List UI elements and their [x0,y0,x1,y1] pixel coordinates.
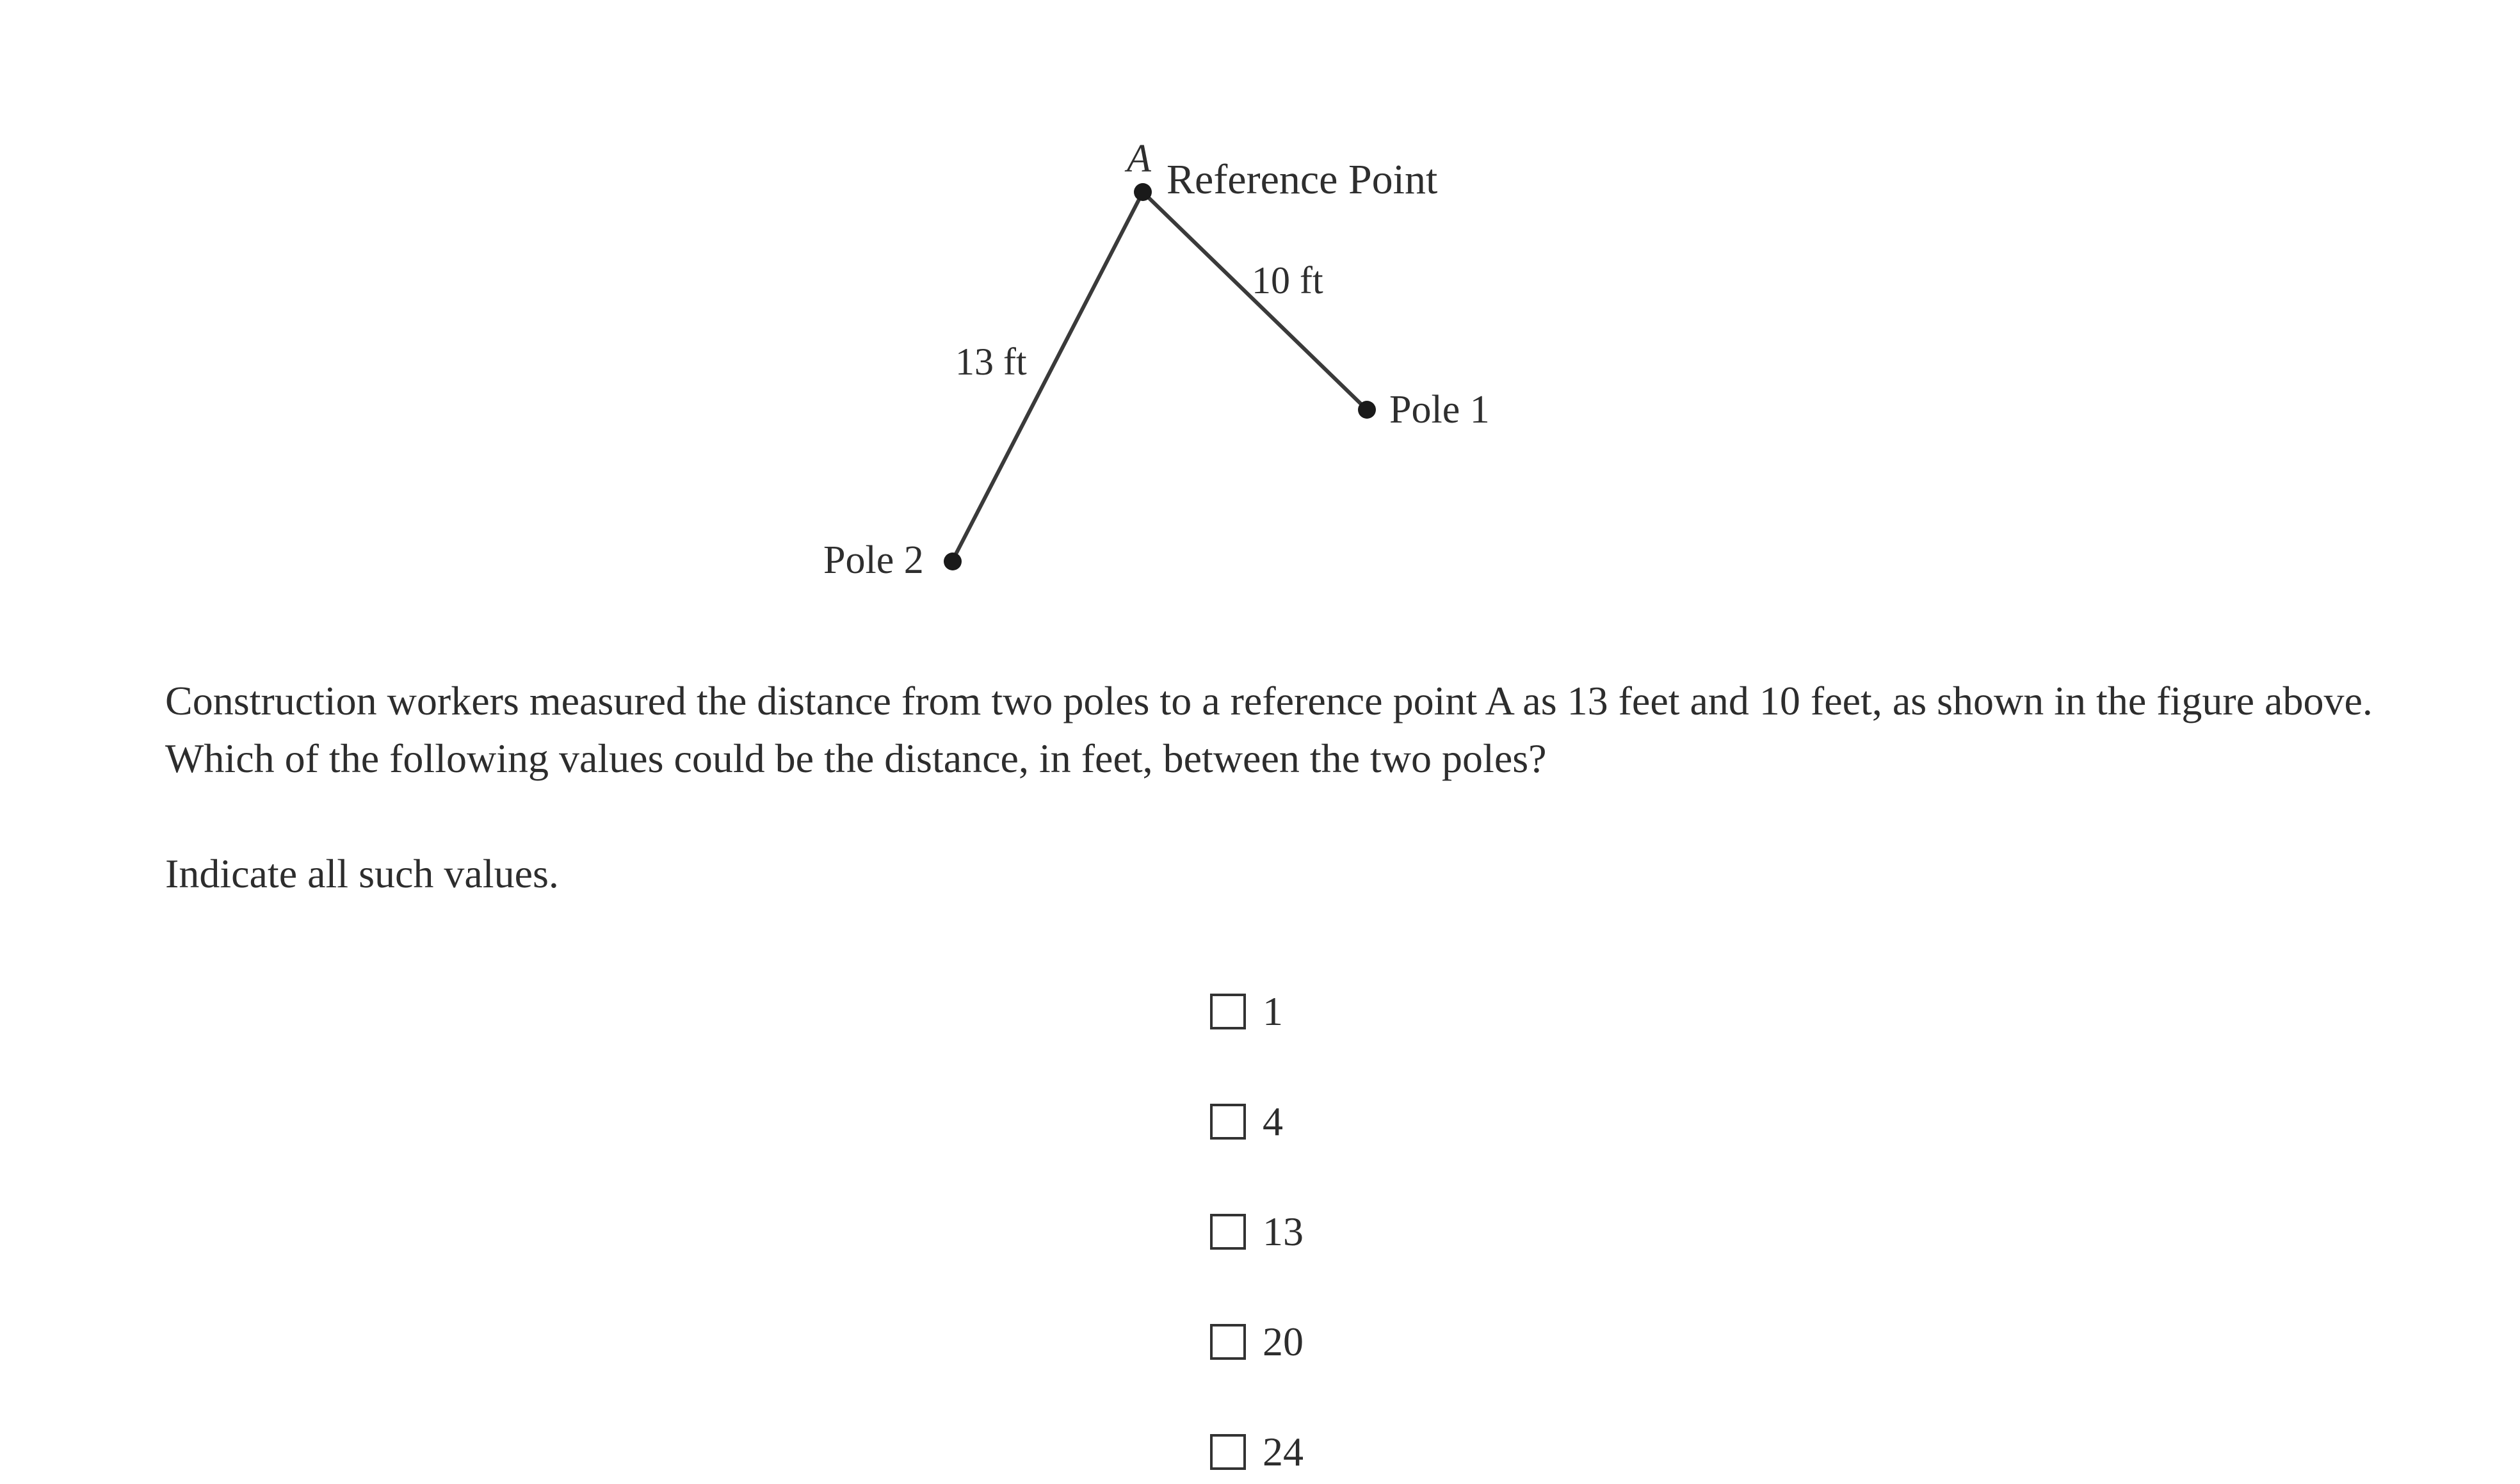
pole1-label: Pole 1 [1389,388,1490,431]
pole1-dot [1358,401,1376,419]
choice-5[interactable] [1210,1423,1304,1481]
choice-3[interactable] [1210,1203,1304,1261]
question-stem-line-2: Which of the following values could be the distance, in feet, between the two poles? [165,736,1547,781]
choice-3-checkbox[interactable] [1210,1214,1246,1250]
choice-1-checkbox[interactable] [1210,994,1246,1029]
question-stem-line-1: Construction workers measured the distance from two poles to a reference point A as 13 feet and 10 feet, as shown in the figure above. [165,678,2373,723]
question-instruction: Indicate all such values. [165,851,559,896]
choice-1[interactable] [1210,983,1283,1040]
choice-2-label: 4 [1263,1099,1283,1144]
choice-4[interactable] [1210,1313,1304,1371]
reference-point-label: Reference Point [1167,156,1438,203]
pole2-dot [944,552,962,570]
point-a-label: A [1127,137,1151,181]
triangle-figure [0,0,2520,640]
figure-diagram [0,0,2520,640]
choice-2-checkbox[interactable] [1210,1104,1246,1140]
question-stem [165,672,2406,787]
choice-3-label: 13 [1263,1209,1304,1254]
choice-5-label: 24 [1263,1429,1304,1474]
segment-a-pole1-label: 10 ft [1252,259,1323,302]
choice-2[interactable] [1210,1093,1283,1150]
choice-4-label: 20 [1263,1319,1304,1364]
point-a-dot [1134,183,1152,201]
choice-1-label: 1 [1263,988,1283,1034]
segment-a-pole2-label: 13 ft [955,341,1027,383]
choice-4-checkbox[interactable] [1210,1324,1246,1360]
pole2-label: Pole 2 [823,538,924,582]
choice-5-checkbox[interactable] [1210,1434,1246,1470]
